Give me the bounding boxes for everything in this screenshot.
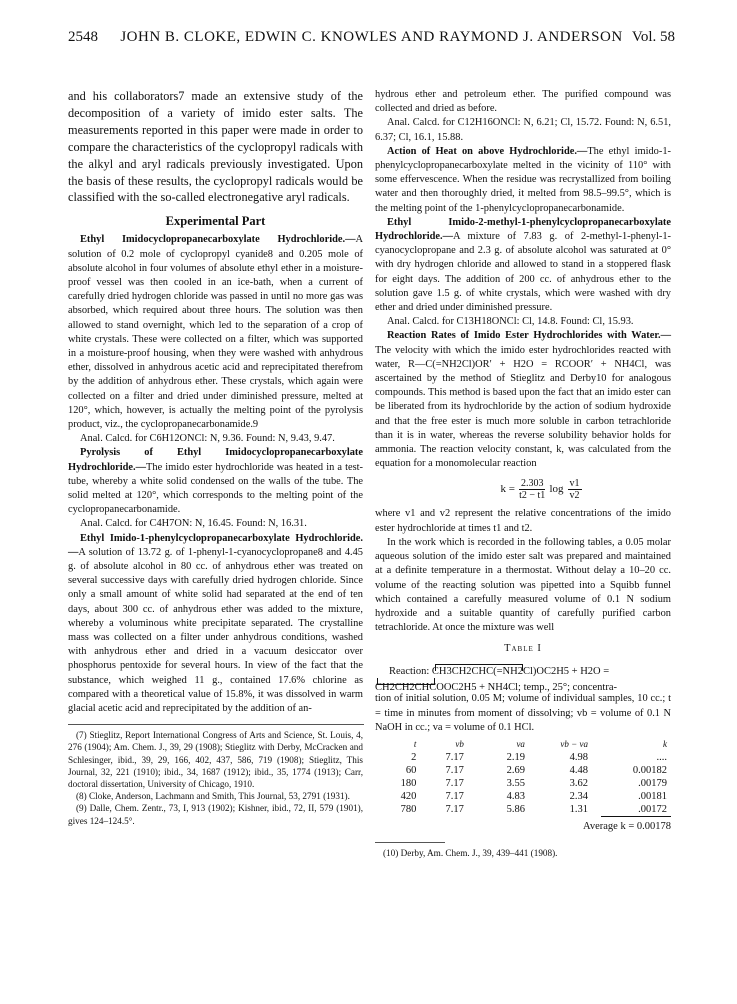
column-header: vb − va bbox=[560, 738, 588, 749]
table-cell: .00172 bbox=[638, 803, 667, 815]
table-cell: .... bbox=[656, 751, 667, 763]
paragraph-body: A mixture of 7.83 g. of 2-methyl-1-phenyl-1-cyanocyclopropane and 2.3 g. of absolute alcohol was saturated at 0° with dry hydrogen chloride and allowed to stand in a stoppered flask for eight days. The addition of 200 cc. of anhydrous ether to the solution gave 1.5 g. of white crystals, which were washed with dry ether and dried under diminished pressure. bbox=[375, 231, 671, 314]
intro-paragraph: and his collaborators7 made an extensive study of the decomposition of a variety of imido ester salts. The measurements reported in this paper were made in order to compare the characteristics of the cyclopropyl radicals with the alkyl and aryl radicals previously investigated. Upon the basis of these results, the cyclopropyl radicals would be classified with the so-called electronegative aryl radicals. bbox=[68, 89, 363, 205]
analysis-line: Anal. Calcd. for C13H18ONCl: Cl, 14.8. Found: Cl, 15.93. bbox=[387, 316, 634, 328]
table-row bbox=[375, 803, 671, 816]
table-cell: 7.17 bbox=[445, 803, 464, 815]
paragraph-where: where v1 and v2 represent the relative concentrations of the imido ester hydrochloride at times t1 and t2. bbox=[375, 508, 671, 534]
paragraph-title: Ethyl Imido-2-methyl-1-phenylcyclopropanecarboxylate Hydrochloride.— bbox=[375, 216, 671, 243]
table-cell: 60 bbox=[405, 764, 417, 776]
paragraph-title: Action of Heat on above Hydrochloride.— bbox=[387, 145, 588, 157]
table-header-row bbox=[375, 739, 671, 751]
left-column bbox=[68, 88, 363, 827]
equation-lhs: k = bbox=[500, 483, 515, 496]
rate-table bbox=[375, 739, 671, 816]
table-cell: 7.17 bbox=[445, 790, 464, 802]
footnote: (7) Stieglitz, Report International Congress of Arts and Science, St. Louis, 4, 276 (1904); Am. Chem. J., 39, 29 (1908); Stieglitz with Derby, McCracken and Schlesinger, ibid., 39, 29, 166, 402, 437, 586, 719 (1908); Stieglitz, This Journal, 32, 221 (1910); ibid., 34, 1687 (1912); ibid., 35, 1774 (1913); Carr, doctoral dissertation, University of Chicago, 1910. bbox=[68, 730, 363, 790]
paragraph-title: Ethyl Imido-1-phenylcyclopropanecarboxylate Hydrochloride.— bbox=[68, 532, 363, 558]
paragraph-reaction-rates bbox=[375, 329, 671, 471]
table-cell: 3.62 bbox=[569, 777, 588, 789]
paragraph-title: Pyrolysis of Ethyl Imidocyclopropanecarboxylate Hydrochloride.— bbox=[68, 447, 363, 473]
table-cell: 7.17 bbox=[445, 764, 464, 776]
volume-label: Vol. 58 bbox=[631, 29, 675, 45]
table-cell: 2.69 bbox=[506, 764, 525, 776]
section-heading: Experimental Part bbox=[165, 214, 266, 229]
column-header: va bbox=[516, 738, 525, 749]
paragraph-continuation: hydrous ether and petroleum ether. The purified compound was collected and dried as before. bbox=[375, 89, 671, 115]
analysis-line: Anal. Calcd. for C12H16ONCl: N, 6.21; Cl, 15.72. Found: N, 6.51, 6.37; Cl, 16.1, 15.88. bbox=[375, 117, 671, 143]
paragraph-body: The imido ester hydrochloride was heated in a test-tube, whereby a white solid condensed on the walls of the tube. The solid melted at 120°, which corresponds to the melting point of the cyclopropanecarbonamide. bbox=[68, 461, 363, 516]
table-cell: 4.83 bbox=[506, 790, 525, 802]
average-k: Average k = 0.00178 bbox=[583, 820, 671, 832]
equation-log: log bbox=[549, 483, 564, 496]
table-cell: 4.48 bbox=[569, 764, 588, 776]
equation-numerator: 2.303 bbox=[520, 477, 544, 489]
equation-fraction bbox=[519, 478, 546, 501]
paragraph-action-of-heat bbox=[375, 145, 671, 216]
table-cell: 2 bbox=[411, 751, 417, 763]
table-caption: Table I bbox=[504, 643, 542, 655]
table-cell: 0.00182 bbox=[632, 764, 667, 776]
column-header: vb bbox=[455, 738, 464, 749]
reaction-line: CH2CH2CHCOOC2H5 + NH4Cl; temp., 25°; concentra- bbox=[375, 682, 617, 694]
running-header bbox=[68, 29, 675, 53]
table-cell: 1.31 bbox=[569, 803, 588, 815]
table-cell: 7.17 bbox=[445, 751, 464, 763]
paragraph-title: Reaction Rates of Imido Ester Hydrochlorides with Water.— bbox=[387, 330, 671, 342]
column-header: t bbox=[413, 738, 417, 749]
ratio-denominator: v2 bbox=[569, 489, 580, 501]
footnote: (10) Derby, Am. Chem. J., 39, 439–441 (1908). bbox=[383, 847, 558, 858]
table-cell: 780 bbox=[400, 803, 417, 815]
table-conditions: tion of initial solution, 0.05 M; volume of individual samples, 10 cc.; t = time in minutes from moment of dissolving; vb = volume of 0.1 N NaOH in cc.; va = volume of 0.1 HCl. bbox=[375, 693, 671, 733]
page-number: 2548 bbox=[68, 29, 98, 45]
paragraph-body: The velocity with which the imido ester hydrochlorides reacted with water, R—C(=NH2Cl)OR′ + H2O = RCOOR′ + NH4Cl, was ascertained by the method of Stieglitz and Derby10 for analogous compounds. This method is based upon the fact that an imido ester can be liberated from its hydrochloride by the action of sodium hydroxide and that the free ester is much more soluble in carbon tetrachloride than it is in water, whereas the reverse solubility behavior holds for ammonia. The reaction velocity constant, k, was calculated from the equation for a monomolecular reaction bbox=[375, 344, 671, 470]
table-cell: 3.55 bbox=[506, 777, 525, 789]
paragraph-body: A solution of 13.72 g. of 1-phenyl-1-cyanocyclopropane8 and 4.45 g. of absolute alcohol in 80 cc. of anhydrous ether was treated on several successive days with carefully dried hydrogen chloride. Since only a small amount of white solid had separated at the end of ten days, about 300 cc. of anhydrous ether was added to the mixture, whereby a voluminous white precipitate separated. The crystalline mass was collected on a filter under anhydrous conditions, washed with anhydrous ether and dried in a vacuum desiccator over phosphorus pentoxide for several hours. In view of the fact that the substance, which weighed 11 g., contained 17.6% chlorine as compared with a theoretical value of 15.8%, it was dissolved in warm glacial acetic acid and reprecipitated by the addition of an- bbox=[68, 546, 363, 715]
table-cell: 5.86 bbox=[506, 803, 525, 815]
paragraph-body: A solution of 0.2 mole of cyclopropyl cyanide8 and 0.205 mole of absolute alcohol in four volumes of absolute ethyl ether in a moisture-proof vessel was then cooled in an ice-bath, when a current of carefully dried hydrogen chloride was passed in until no more gas was absorbed, which required about three hours. The solution was then allowed to stand overnight, which led to the separation of a crop of white crystals. These were collected on a filter, which was supported in a moisture-proof housing, when they were washed with anhydrous ether, dissolved in anhydrous acetic acid and reprecipitated therefrom by the addition of anhydrous ether. These crystals, which again were collected on a filter and dried under diminished pressure, melted at 120°, which, however, is actually the melting point of the pyrolysis product, viz., the cyclopropanecarbonamide.9 bbox=[68, 234, 363, 430]
rate-equation bbox=[415, 475, 671, 503]
table-row bbox=[375, 751, 671, 764]
equation-ratio bbox=[568, 478, 582, 501]
footnote-rule bbox=[375, 842, 445, 843]
table-cell: 4.98 bbox=[569, 751, 588, 763]
footnote: (8) Cloke, Anderson, Lachmann and Smith, This Journal, 53, 2791 (1931). bbox=[76, 791, 350, 802]
paragraph-phenylcyclopropane bbox=[68, 532, 363, 717]
equation-denominator: t2 − t1 bbox=[519, 489, 546, 501]
table-row bbox=[375, 777, 671, 790]
footnote-rule bbox=[68, 724, 364, 725]
paragraph-procedure: In the work which is recorded in the following tables, a 0.05 molar aqueous solution of the imido ester salt was prepared and maintained at a definite temperature in a thermostat. Without delay a 10–20 cc. volume of the reacting solution was pipetted into a Squibb funnel which contained a carefully measured volume of 0.1 N sodium hydroxide and a suitable quantity of carefully purified carbon tetrachloride. At once the mixture was well bbox=[375, 536, 671, 634]
paragraph-pyrolysis bbox=[68, 446, 363, 517]
reaction-line: Reaction: CH3CH2CHC(=NH2Cl)OC2H5 + H2O = bbox=[389, 666, 610, 678]
running-title: JOHN B. CLOKE, EDWIN C. KNOWLES AND RAYMOND J. ANDERSON bbox=[120, 29, 623, 45]
table-row bbox=[375, 764, 671, 777]
footnote: (9) Dalle, Chem. Zentr., 73, I, 913 (1902); Kishner, ibid., 72, II, 579 (1901), gives 124–124.5°. bbox=[68, 803, 363, 826]
paragraph-methylphenyl bbox=[375, 216, 671, 315]
ratio-numerator: v1 bbox=[569, 477, 580, 489]
column-header: k bbox=[663, 738, 667, 749]
table-row bbox=[375, 790, 671, 803]
table-cell: .00181 bbox=[638, 790, 667, 802]
right-column bbox=[375, 88, 671, 859]
table-cell: 7.17 bbox=[445, 777, 464, 789]
analysis-line: Anal. Calcd. for C4H7ON: N, 16.45. Found: N, 16.31. bbox=[80, 518, 307, 530]
table-cell: 2.19 bbox=[506, 751, 525, 763]
paragraph-title: Ethyl Imidocyclopropanecarboxylate Hydrochloride.— bbox=[80, 234, 356, 246]
reaction-scheme bbox=[375, 658, 671, 692]
table-cell: 180 bbox=[400, 777, 417, 789]
paragraph-body: The ethyl imido-1-phenylcyclopropanecarboxylate melted in the vicinity of 110° with some effervescence. When the residue was recrystallized from boiling water and then thoroughly dried, it melted from 98.5–99.5°, which is the melting point of the 1-phenylcyclopropanecarbonamide. bbox=[375, 145, 671, 214]
table-cell: 2.34 bbox=[569, 790, 588, 802]
analysis-line: Anal. Calcd. for C6H12ONCl: N, 9.36. Found: N, 9.43, 9.47. bbox=[80, 433, 335, 445]
paragraph-imidocyclopropane bbox=[68, 233, 363, 432]
table-cell: 420 bbox=[400, 790, 417, 802]
table-cell: .00179 bbox=[638, 777, 667, 789]
average-rule bbox=[601, 816, 671, 817]
